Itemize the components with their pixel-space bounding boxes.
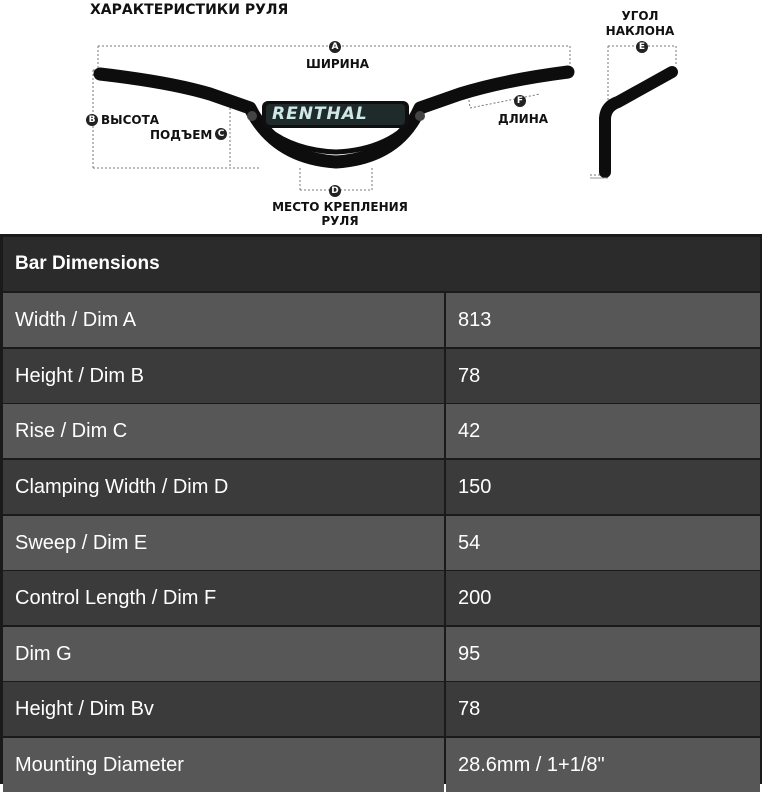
dimension-value: 78 [446,349,760,403]
table-row [3,627,760,681]
dim-c-marker: C [215,128,227,140]
brand-logo-text: RENTHAL [272,104,368,124]
dim-b-marker: B [86,114,98,126]
length-label: ДЛИНА [498,112,549,126]
table-row [3,460,760,514]
sweep-label-line2: НАКЛОНА [605,24,675,38]
width-label: ШИРИНА [306,57,370,71]
dimension-name: Rise / Dim C [3,404,444,458]
dim-e-marker: E [636,41,648,53]
dimension-name: Dim G [3,627,444,681]
dimension-name: Height / Dim B [3,349,444,403]
table-header: Bar Dimensions [3,237,760,291]
dimension-name: Width / Dim A [3,293,444,347]
table-row [3,571,760,625]
clamp-label-line2: РУЛЯ [321,214,359,228]
dim-a-marker: A [329,41,341,53]
table-row [3,349,760,403]
height-label: ВЫСОТА [101,113,160,127]
table-row [3,516,760,570]
dimension-name: Height / Dim Bv [3,682,444,736]
dimension-value: 78 [446,682,760,736]
dimension-value: 200 [446,571,760,625]
table-row [3,682,760,736]
dimension-name: Mounting Diameter [3,738,444,792]
dimension-value: 813 [446,293,760,347]
dimension-name: Clamping Width / Dim D [3,460,444,514]
table-row [3,293,760,347]
dimension-value: 54 [446,516,760,570]
dimension-value: 42 [446,404,760,458]
dim-d-marker: D [329,185,341,197]
handlebar-diagram [0,0,762,234]
dimension-name: Sweep / Dim E [3,516,444,570]
table-row [3,404,760,458]
sweep-label-line1: УГОЛ [621,9,659,23]
clamp-label-line1: МЕСТО КРЕПЛЕНИЯ [272,200,408,214]
dimension-value: 95 [446,627,760,681]
diagram-title: ХАРАКТЕРИСТИКИ РУЛЯ [90,2,289,18]
dimension-value: 28.6mm / 1+1/8" [446,738,760,792]
dimension-value: 150 [446,460,760,514]
rise-label: ПОДЪЕМ [150,128,213,142]
dim-f-marker: F [514,95,526,107]
bar-dimensions-table [0,234,762,784]
dimension-name: Control Length / Dim F [3,571,444,625]
